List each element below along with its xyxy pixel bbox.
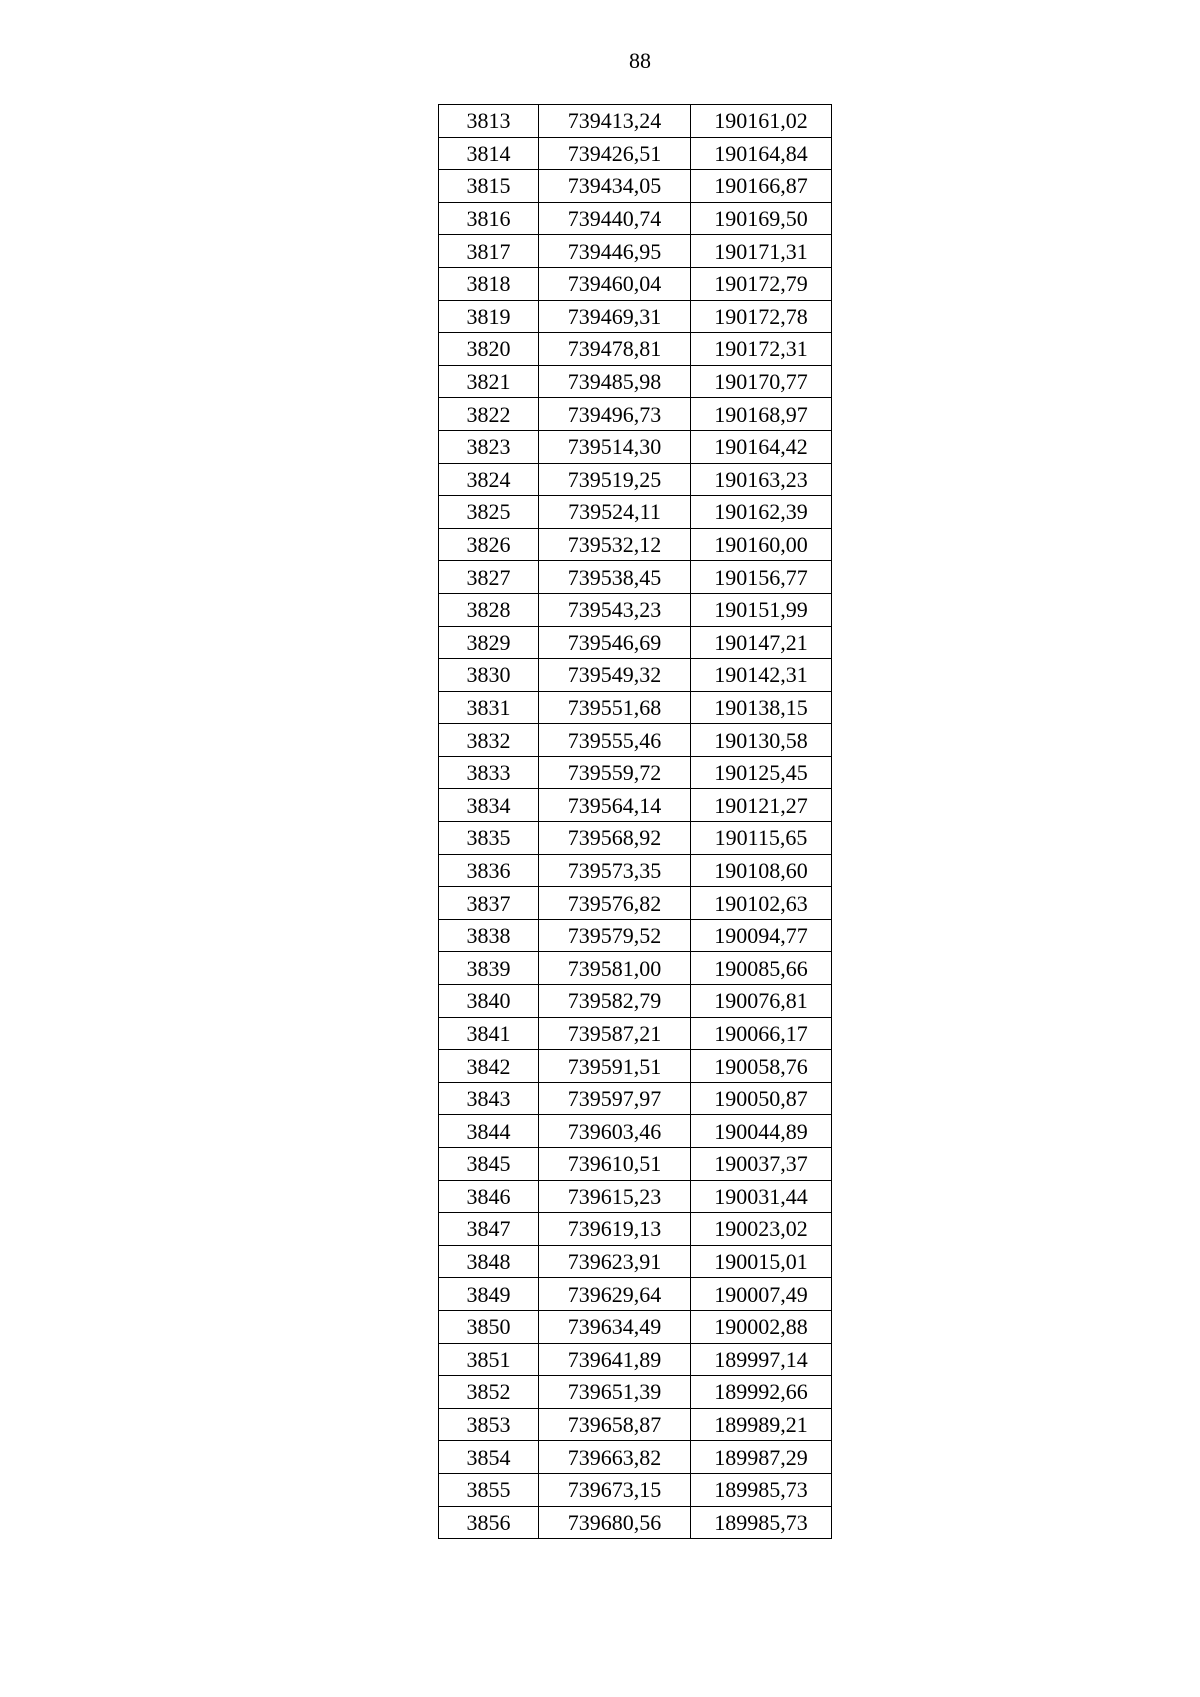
table-row [439,1376,832,1409]
x-coordinate-cell: 739634,49 [539,1310,691,1343]
table-row [439,756,832,789]
x-coordinate-cell: 739519,25 [539,463,691,496]
y-coordinate-cell: 190147,21 [691,626,832,659]
y-coordinate-cell: 189989,21 [691,1408,832,1441]
y-coordinate-cell: 190058,76 [691,1050,832,1083]
point-number-cell: 3843 [439,1082,539,1115]
y-coordinate-cell: 190160,00 [691,528,832,561]
page-number: 88 [629,48,651,73]
y-coordinate-cell: 190163,23 [691,463,832,496]
point-number-cell: 3836 [439,854,539,887]
table-row [439,333,832,366]
y-coordinate-cell: 190166,87 [691,170,832,203]
point-number-cell: 3853 [439,1408,539,1441]
table-row [439,561,832,594]
y-coordinate-cell: 190142,31 [691,659,832,692]
x-coordinate-cell: 739549,32 [539,659,691,692]
y-coordinate-cell: 190172,31 [691,333,832,366]
table-row [439,202,832,235]
x-coordinate-cell: 739413,24 [539,105,691,138]
y-coordinate-cell: 189992,66 [691,1376,832,1409]
x-coordinate-cell: 739478,81 [539,333,691,366]
table-row [439,854,832,887]
point-number-cell: 3846 [439,1180,539,1213]
table-row [439,1506,832,1539]
y-coordinate-cell: 190102,63 [691,887,832,920]
table-row [439,822,832,855]
x-coordinate-cell: 739629,64 [539,1278,691,1311]
point-number-cell: 3818 [439,267,539,300]
point-number-cell: 3821 [439,365,539,398]
x-coordinate-cell: 739543,23 [539,593,691,626]
table-row [439,398,832,431]
y-coordinate-cell: 190076,81 [691,985,832,1018]
table-row [439,300,832,333]
x-coordinate-cell: 739485,98 [539,365,691,398]
table-row [439,691,832,724]
x-coordinate-cell: 739579,52 [539,919,691,952]
table-row [439,593,832,626]
x-coordinate-cell: 739564,14 [539,789,691,822]
y-coordinate-cell: 190161,02 [691,105,832,138]
y-coordinate-cell: 190130,58 [691,724,832,757]
y-coordinate-cell: 190108,60 [691,854,832,887]
x-coordinate-cell: 739587,21 [539,1017,691,1050]
table-row [439,1050,832,1083]
y-coordinate-cell: 190007,49 [691,1278,832,1311]
y-coordinate-cell: 189985,73 [691,1473,832,1506]
point-number-cell: 3851 [439,1343,539,1376]
x-coordinate-cell: 739576,82 [539,887,691,920]
table-row [439,267,832,300]
table-row [439,1148,832,1181]
point-number-cell: 3841 [439,1017,539,1050]
point-number-cell: 3826 [439,528,539,561]
point-number-cell: 3822 [439,398,539,431]
x-coordinate-cell: 739663,82 [539,1441,691,1474]
table-row [439,1180,832,1213]
table-row [439,1115,832,1148]
table-row [439,1082,832,1115]
x-coordinate-cell: 739673,15 [539,1473,691,1506]
x-coordinate-cell: 739496,73 [539,398,691,431]
y-coordinate-cell: 190168,97 [691,398,832,431]
y-coordinate-cell: 190002,88 [691,1310,832,1343]
point-number-cell: 3816 [439,202,539,235]
point-number-cell: 3847 [439,1213,539,1246]
x-coordinate-cell: 739615,23 [539,1180,691,1213]
y-coordinate-cell: 190171,31 [691,235,832,268]
x-coordinate-cell: 739469,31 [539,300,691,333]
point-number-cell: 3842 [439,1050,539,1083]
y-coordinate-cell: 190050,87 [691,1082,832,1115]
y-coordinate-cell: 190164,84 [691,137,832,170]
table-row [439,496,832,529]
x-coordinate-cell: 739532,12 [539,528,691,561]
table-row [439,724,832,757]
table-row [439,626,832,659]
table-row [439,137,832,170]
x-coordinate-cell: 739434,05 [539,170,691,203]
y-coordinate-cell: 190172,79 [691,267,832,300]
table-row [439,952,832,985]
x-coordinate-cell: 739551,68 [539,691,691,724]
table-row [439,1473,832,1506]
x-coordinate-cell: 739568,92 [539,822,691,855]
table-row [439,463,832,496]
x-coordinate-cell: 739610,51 [539,1148,691,1181]
point-number-cell: 3834 [439,789,539,822]
point-number-cell: 3824 [439,463,539,496]
x-coordinate-cell: 739680,56 [539,1506,691,1539]
y-coordinate-cell: 189997,14 [691,1343,832,1376]
x-coordinate-cell: 739446,95 [539,235,691,268]
point-number-cell: 3815 [439,170,539,203]
y-coordinate-cell: 190023,02 [691,1213,832,1246]
point-number-cell: 3823 [439,430,539,463]
point-number-cell: 3835 [439,822,539,855]
x-coordinate-cell: 739546,69 [539,626,691,659]
table-row [439,919,832,952]
table-row [439,1278,832,1311]
x-coordinate-cell: 739524,11 [539,496,691,529]
x-coordinate-cell: 739555,46 [539,724,691,757]
x-coordinate-cell: 739514,30 [539,430,691,463]
y-coordinate-cell: 190037,37 [691,1148,832,1181]
y-coordinate-cell: 190085,66 [691,952,832,985]
point-number-cell: 3855 [439,1473,539,1506]
x-coordinate-cell: 739440,74 [539,202,691,235]
table-row [439,365,832,398]
y-coordinate-cell: 190151,99 [691,593,832,626]
y-coordinate-cell: 189985,73 [691,1506,832,1539]
table-row [439,1245,832,1278]
y-coordinate-cell: 190138,15 [691,691,832,724]
x-coordinate-cell: 739597,97 [539,1082,691,1115]
y-coordinate-cell: 190066,17 [691,1017,832,1050]
point-number-cell: 3819 [439,300,539,333]
point-number-cell: 3827 [439,561,539,594]
x-coordinate-cell: 739460,04 [539,267,691,300]
x-coordinate-cell: 739619,13 [539,1213,691,1246]
point-number-cell: 3820 [439,333,539,366]
point-number-cell: 3849 [439,1278,539,1311]
x-coordinate-cell: 739641,89 [539,1343,691,1376]
table-row [439,1017,832,1050]
point-number-cell: 3854 [439,1441,539,1474]
point-number-cell: 3839 [439,952,539,985]
point-number-cell: 3833 [439,756,539,789]
table-row [439,1343,832,1376]
point-number-cell: 3852 [439,1376,539,1409]
point-number-cell: 3838 [439,919,539,952]
y-coordinate-cell: 190156,77 [691,561,832,594]
table-row [439,985,832,1018]
point-number-cell: 3830 [439,659,539,692]
table-row [439,1213,832,1246]
point-number-cell: 3850 [439,1310,539,1343]
table-row [439,1408,832,1441]
y-coordinate-cell: 190162,39 [691,496,832,529]
table-row [439,105,832,138]
y-coordinate-cell: 190044,89 [691,1115,832,1148]
table-row [439,887,832,920]
point-number-cell: 3828 [439,593,539,626]
table-row [439,1441,832,1474]
x-coordinate-cell: 739559,72 [539,756,691,789]
point-number-cell: 3840 [439,985,539,1018]
x-coordinate-cell: 739623,91 [539,1245,691,1278]
table-row [439,1310,832,1343]
x-coordinate-cell: 739603,46 [539,1115,691,1148]
point-number-cell: 3831 [439,691,539,724]
x-coordinate-cell: 739538,45 [539,561,691,594]
table-row [439,235,832,268]
table-row [439,659,832,692]
table-row [439,430,832,463]
y-coordinate-cell: 190015,01 [691,1245,832,1278]
x-coordinate-cell: 739581,00 [539,952,691,985]
point-number-cell: 3832 [439,724,539,757]
y-coordinate-cell: 190115,65 [691,822,832,855]
coordinates-table [438,104,832,1539]
point-number-cell: 3817 [439,235,539,268]
y-coordinate-cell: 190164,42 [691,430,832,463]
y-coordinate-cell: 190169,50 [691,202,832,235]
table-row [439,528,832,561]
x-coordinate-cell: 739582,79 [539,985,691,1018]
point-number-cell: 3848 [439,1245,539,1278]
y-coordinate-cell: 190031,44 [691,1180,832,1213]
point-number-cell: 3856 [439,1506,539,1539]
table-row [439,170,832,203]
y-coordinate-cell: 189987,29 [691,1441,832,1474]
point-number-cell: 3844 [439,1115,539,1148]
point-number-cell: 3825 [439,496,539,529]
y-coordinate-cell: 190094,77 [691,919,832,952]
y-coordinate-cell: 190121,27 [691,789,832,822]
x-coordinate-cell: 739658,87 [539,1408,691,1441]
x-coordinate-cell: 739426,51 [539,137,691,170]
table-row [439,789,832,822]
point-number-cell: 3845 [439,1148,539,1181]
y-coordinate-cell: 190170,77 [691,365,832,398]
x-coordinate-cell: 739573,35 [539,854,691,887]
point-number-cell: 3814 [439,137,539,170]
x-coordinate-cell: 739651,39 [539,1376,691,1409]
x-coordinate-cell: 739591,51 [539,1050,691,1083]
y-coordinate-cell: 190125,45 [691,756,832,789]
point-number-cell: 3829 [439,626,539,659]
y-coordinate-cell: 190172,78 [691,300,832,333]
point-number-cell: 3837 [439,887,539,920]
coordinates-table-body [439,105,832,1539]
point-number-cell: 3813 [439,105,539,138]
